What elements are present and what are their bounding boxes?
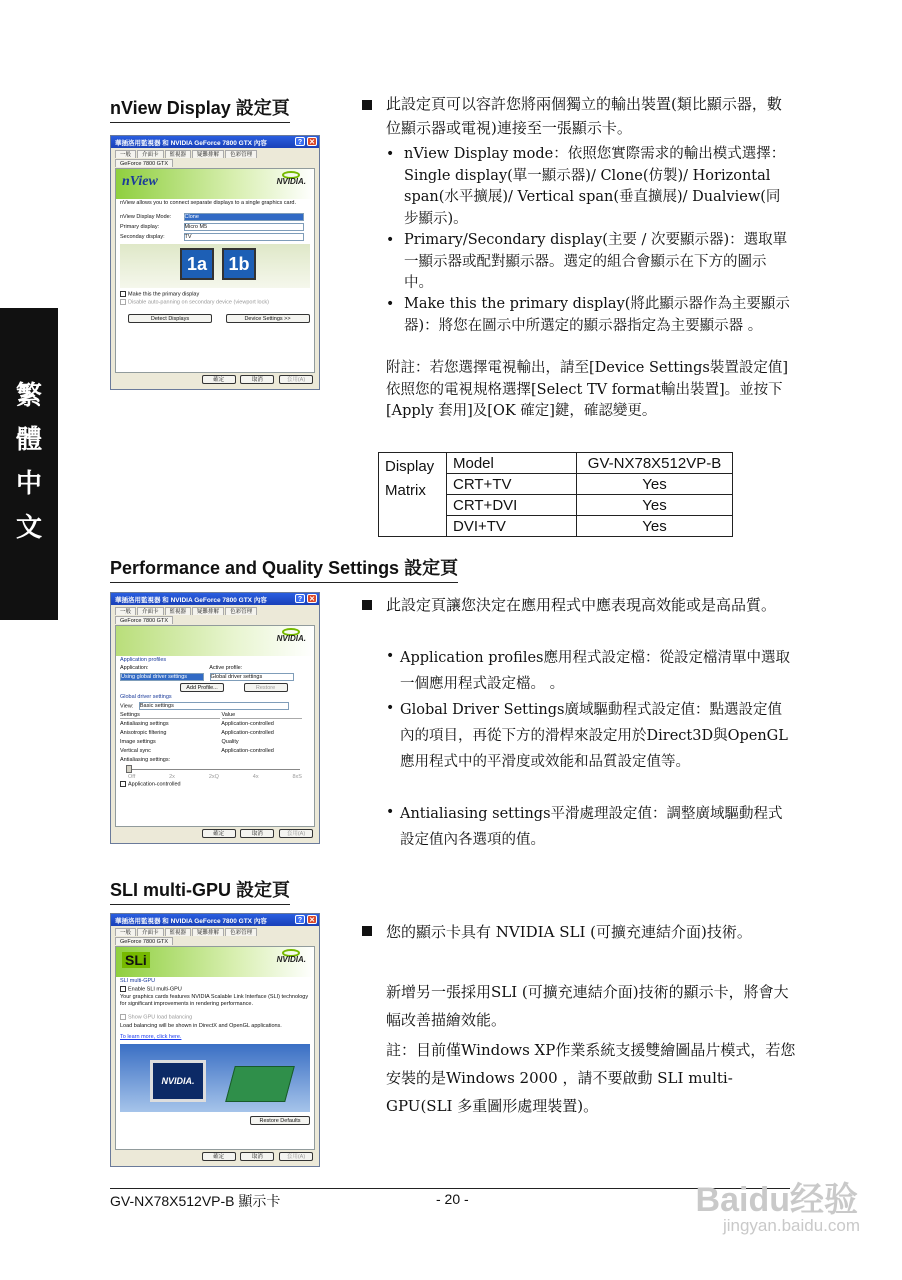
nvidia-logo: NVIDIA. bbox=[276, 177, 306, 186]
apply-button[interactable]: 套用(A) bbox=[279, 1152, 313, 1161]
perf-intro: 此設定頁讓您決定在應用程式中應表現高效能或是高品質。 bbox=[386, 596, 777, 614]
show-load-checkbox[interactable] bbox=[120, 1014, 126, 1020]
side-char: 繁 bbox=[15, 381, 42, 411]
dialog-footer bbox=[111, 1150, 319, 1164]
cancel-button[interactable]: 取消 bbox=[240, 829, 274, 838]
app-controlled-label: Application-controlled bbox=[128, 781, 181, 788]
sli-logo: SLi bbox=[122, 952, 150, 968]
tab-adapter[interactable]: 介面卡 bbox=[137, 928, 164, 936]
autopan-checkbox[interactable] bbox=[120, 299, 126, 305]
app-profiles-group: Application profiles bbox=[120, 657, 167, 663]
view-label: View: bbox=[120, 703, 134, 710]
active-profile-label: Active profile: bbox=[209, 665, 243, 671]
nview-intro: 此設定頁可以容許您將兩個獨立的輸出裝置(類比顯示器，數位顯示器或電視)連接至一張顯示卡。 bbox=[386, 95, 782, 137]
tab-color[interactable]: 色彩管理 bbox=[225, 150, 257, 158]
sli-desc: Your graphics cards features NVIDIA Scalable Link Interface (SLI) technology for significant improvements in rendering performance. bbox=[120, 994, 309, 1008]
tab-general[interactable]: 一般 bbox=[115, 928, 136, 936]
tab-adapter[interactable]: 介面卡 bbox=[137, 607, 164, 615]
primary-check-label: Make this the primary display bbox=[128, 291, 200, 298]
footer-rule bbox=[110, 1188, 790, 1189]
secondary-label: Seconday display: bbox=[120, 234, 165, 241]
side-char: 中 bbox=[15, 469, 42, 499]
help-button[interactable]: ? bbox=[295, 915, 305, 924]
apply-button[interactable]: 套用(A) bbox=[279, 375, 313, 384]
aa-label: Antialiasing settings: bbox=[120, 757, 171, 763]
monitor-preview bbox=[120, 244, 310, 288]
matrix-cell: Yes bbox=[577, 495, 733, 516]
bullet-dot-icon: • bbox=[386, 700, 395, 716]
dialog-titlebar: 華插洛用監視器 和 NVIDIA GeForce 7800 GTX 內容 ? ✕ bbox=[111, 136, 319, 148]
restore-button[interactable]: Restore bbox=[244, 683, 288, 692]
nview-bullet-2: Primary/Secondary display(主要 / 次要顯示器)：選取單一顯示器或配對顯示器。選定的組合會顯示在下方的圖示中。 bbox=[404, 232, 788, 291]
tab-troubleshoot[interactable]: 疑難排解 bbox=[192, 928, 224, 936]
autopan-check-label: Disable auto-panning on secondary device (viewport lock) bbox=[128, 299, 269, 306]
watermark-url: jingyan.baidu.com bbox=[722, 1216, 860, 1235]
slider-tick: Off bbox=[128, 774, 136, 780]
bullet-dot-icon: • bbox=[386, 232, 395, 248]
dialog-body bbox=[115, 168, 315, 373]
performance-dialog bbox=[110, 592, 320, 844]
sli-intro: 您的顯示卡具有 NVIDIA SLI (可擴充連結介面)技術。 bbox=[386, 923, 752, 941]
application-label: Application: bbox=[120, 665, 149, 671]
dialog-tabs bbox=[111, 926, 319, 946]
bullet-dot-icon: • bbox=[386, 146, 395, 162]
dialog-tabs bbox=[111, 148, 319, 168]
tab-color[interactable]: 色彩管理 bbox=[225, 928, 257, 936]
tab-monitor[interactable]: 監視器 bbox=[165, 928, 192, 936]
perf-bullet-2: Global Driver Settings廣域驅動程式設定值：點選設定值內的項目，再從下方的滑桿來設定用於Direct3D與OpenGL應用程式中的平滑度或效能和品質設定值等。 bbox=[400, 702, 788, 770]
detect-displays-button[interactable]: Detect Displays bbox=[128, 314, 212, 323]
tab-troubleshoot[interactable]: 疑難排解 bbox=[192, 607, 224, 615]
list-item[interactable]: Vertical sync Application-controlled bbox=[120, 748, 274, 754]
nview-note: 附註：若您選擇電視輸出，請至[Device Settings裝置設定值]依照您的電視規格選擇[Select TV format輸出裝置]。並按下[Apply 套用]及[OK 確定]鍵，確認變更。 bbox=[386, 360, 789, 419]
nview-banner bbox=[116, 169, 314, 199]
side-char: 文 bbox=[15, 513, 42, 543]
nview-desc: nView allows you to connect separate displays to a single graphics card. bbox=[120, 200, 296, 206]
learn-more-link[interactable]: To learn more, click here. bbox=[120, 1033, 182, 1040]
matrix-cell: DVI+TV bbox=[447, 516, 577, 537]
side-tab bbox=[0, 308, 58, 620]
footer-product: GV-NX78X512VP-B 顯示卡 bbox=[110, 1193, 281, 1209]
view-select[interactable]: Basic settings bbox=[139, 702, 289, 710]
matrix-label: Display Matrix bbox=[379, 453, 447, 537]
matrix-cell: CRT+DVI bbox=[447, 495, 577, 516]
restore-defaults-button[interactable]: Restore Defaults bbox=[250, 1116, 310, 1125]
list-item[interactable]: Antialiasing settings Application-controlled bbox=[120, 721, 274, 727]
bullet-dot-icon: • bbox=[386, 804, 395, 820]
list-item[interactable]: Image settings Quality bbox=[120, 739, 239, 745]
device-settings-button[interactable]: Device Settings >> bbox=[226, 314, 310, 323]
tab-troubleshoot[interactable]: 疑難排解 bbox=[192, 150, 224, 158]
secondary-field[interactable]: TV bbox=[184, 233, 304, 241]
close-button[interactable]: ✕ bbox=[307, 594, 317, 603]
cancel-button[interactable]: 取消 bbox=[240, 375, 274, 384]
tab-color[interactable]: 色彩管理 bbox=[225, 607, 257, 615]
dialog-body bbox=[115, 946, 315, 1150]
graphics-card-image bbox=[225, 1066, 295, 1102]
bullet-dot-icon: • bbox=[386, 296, 395, 312]
mode-select[interactable]: Clone bbox=[184, 213, 304, 221]
tab-general[interactable]: 一般 bbox=[115, 150, 136, 158]
tab-general[interactable]: 一般 bbox=[115, 607, 136, 615]
primary-checkbox[interactable] bbox=[120, 291, 126, 297]
enable-sli-checkbox[interactable] bbox=[120, 986, 126, 992]
perf-bullet-3: Antialiasing settings平滑處理設定值：調整廣域驅動程式設定值內各選項的值。 bbox=[400, 806, 783, 848]
tab-adapter[interactable]: 介面卡 bbox=[137, 150, 164, 158]
tab-monitor[interactable]: 監視器 bbox=[165, 607, 192, 615]
close-button[interactable]: ✕ bbox=[307, 137, 317, 146]
monitor-image: NVIDIA. bbox=[150, 1060, 206, 1102]
active-profile-select[interactable]: Global driver settings bbox=[210, 673, 294, 681]
ok-button[interactable]: 確定 bbox=[202, 1152, 236, 1161]
enable-sli-label: Enable SLI multi-GPU bbox=[128, 986, 182, 993]
primary-label: Primary display: bbox=[120, 224, 160, 231]
help-button[interactable]: ? bbox=[295, 137, 305, 146]
mode-label: nView Display Mode: bbox=[120, 214, 172, 221]
nview-dialog bbox=[110, 135, 320, 390]
nvidia-logo: NVIDIA. bbox=[276, 955, 306, 964]
square-bullet-icon bbox=[362, 600, 372, 610]
close-button[interactable]: ✕ bbox=[307, 915, 317, 924]
sli-paragraph-2: 新增另一張採用SLI (可擴充連結介面)技術的顯示卡，將會大幅改善描繪效能。 bbox=[386, 983, 789, 1029]
nview-bullet-1: nView Display mode：依照您實際需求的輸出模式選擇：Single display(單一顯示器)/ Clone(仿製)/ Horizontal span(水平擴展)/ Vertical span(垂直擴展)/ Dualview(同步顯示)。 bbox=[404, 146, 786, 227]
sli-group: SLI multi-GPU bbox=[120, 978, 156, 984]
sli-illustration bbox=[120, 1044, 310, 1112]
section-title-nview: nView Display 設定頁 bbox=[110, 94, 290, 123]
sli-banner bbox=[116, 947, 314, 977]
page-number: - 20 - bbox=[436, 1191, 469, 1207]
settings-col-header: Settings bbox=[120, 712, 220, 719]
dialog-body bbox=[115, 625, 315, 827]
matrix-cell: Yes bbox=[577, 474, 733, 495]
nvidia-logo: NVIDIA. bbox=[276, 634, 306, 643]
list-item[interactable]: Anisotropic filtering Application-controlled bbox=[120, 730, 274, 736]
ok-button[interactable]: 確定 bbox=[202, 829, 236, 838]
matrix-cell: CRT+TV bbox=[447, 474, 577, 495]
side-char: 體 bbox=[15, 425, 42, 455]
sli-dialog bbox=[110, 913, 320, 1167]
matrix-header-model: Model bbox=[447, 453, 577, 474]
dialog-footer bbox=[111, 373, 319, 387]
app-controlled-checkbox[interactable] bbox=[120, 781, 126, 787]
slider-thumb[interactable] bbox=[126, 765, 132, 773]
slider-tick: 2x bbox=[169, 774, 175, 780]
square-bullet-icon bbox=[362, 926, 372, 936]
performance-banner bbox=[116, 626, 314, 656]
global-settings-group: Global driver settings bbox=[120, 694, 172, 700]
tab-geforce[interactable]: GeForce 7800 GTX bbox=[115, 616, 173, 624]
aa-slider[interactable] bbox=[116, 764, 314, 774]
tab-monitor[interactable]: 監視器 bbox=[165, 150, 192, 158]
nview-logo: nView bbox=[122, 174, 158, 189]
dialog-titlebar: 華插洛用監視器 和 NVIDIA GeForce 7800 GTX 內容 ? ✕ bbox=[111, 593, 319, 605]
sli-paragraph-3: 註：目前僅Windows XP作業系統支援雙繪圖晶片模式，若您安裝的是Windows 2000 ，請不要啟動 SLI multi-GPU(SLI 多重圖形處理裝置)。 bbox=[386, 1041, 796, 1115]
load-balance-text: Load balancing will be shown in DirectX and OpenGL applications. bbox=[120, 1022, 282, 1029]
tab-geforce[interactable]: GeForce 7800 GTX bbox=[115, 159, 173, 167]
ok-button[interactable]: 確定 bbox=[202, 375, 236, 384]
help-button[interactable]: ? bbox=[295, 594, 305, 603]
add-profile-button[interactable]: Add Profile... bbox=[180, 683, 224, 692]
primary-field[interactable]: Micro M5 bbox=[184, 223, 304, 231]
section-title-sli: SLI multi-GPU 設定頁 bbox=[110, 876, 290, 905]
dialog-titlebar: 華插洛用監視器 和 NVIDIA GeForce 7800 GTX 內容 ? ✕ bbox=[111, 914, 319, 926]
value-col-header: Value bbox=[222, 712, 302, 719]
bullet-dot-icon: • bbox=[386, 648, 395, 664]
cancel-button[interactable]: 取消 bbox=[240, 1152, 274, 1161]
matrix-header-product: GV-NX78X512VP-B bbox=[577, 453, 733, 474]
apply-button[interactable]: 套用(A) bbox=[279, 829, 313, 838]
perf-bullet-1: Application profiles應用程式設定檔：從設定檔清單中選取一個應用程式設定檔。 。 bbox=[400, 650, 790, 692]
monitor-1a[interactable]: 1a bbox=[180, 248, 214, 280]
dialog-tabs bbox=[111, 605, 319, 625]
monitor-1b[interactable]: 1b bbox=[222, 248, 256, 280]
section-title-performance: Performance and Quality Settings 設定頁 bbox=[110, 554, 458, 583]
show-load-label: Show GPU load balancing bbox=[128, 1014, 193, 1021]
slider-tick: 4x bbox=[252, 774, 259, 780]
nview-bullet-3: Make this the primary display(將此顯示器作為主要顯示器)：將您在圖示中所選定的顯示器指定為主要顯示器 。 bbox=[404, 296, 790, 334]
display-matrix-table bbox=[378, 452, 733, 537]
slider-tick: 8xS bbox=[292, 774, 302, 780]
square-bullet-icon bbox=[362, 100, 372, 110]
dialog-footer bbox=[111, 827, 319, 841]
application-select[interactable]: Using global driver settings bbox=[120, 673, 204, 681]
tab-geforce[interactable]: GeForce 7800 GTX bbox=[115, 937, 173, 945]
watermark-logo: Baidu经验 bbox=[695, 1181, 858, 1219]
matrix-cell: Yes bbox=[577, 516, 733, 537]
slider-tick: 2xQ bbox=[208, 774, 219, 780]
